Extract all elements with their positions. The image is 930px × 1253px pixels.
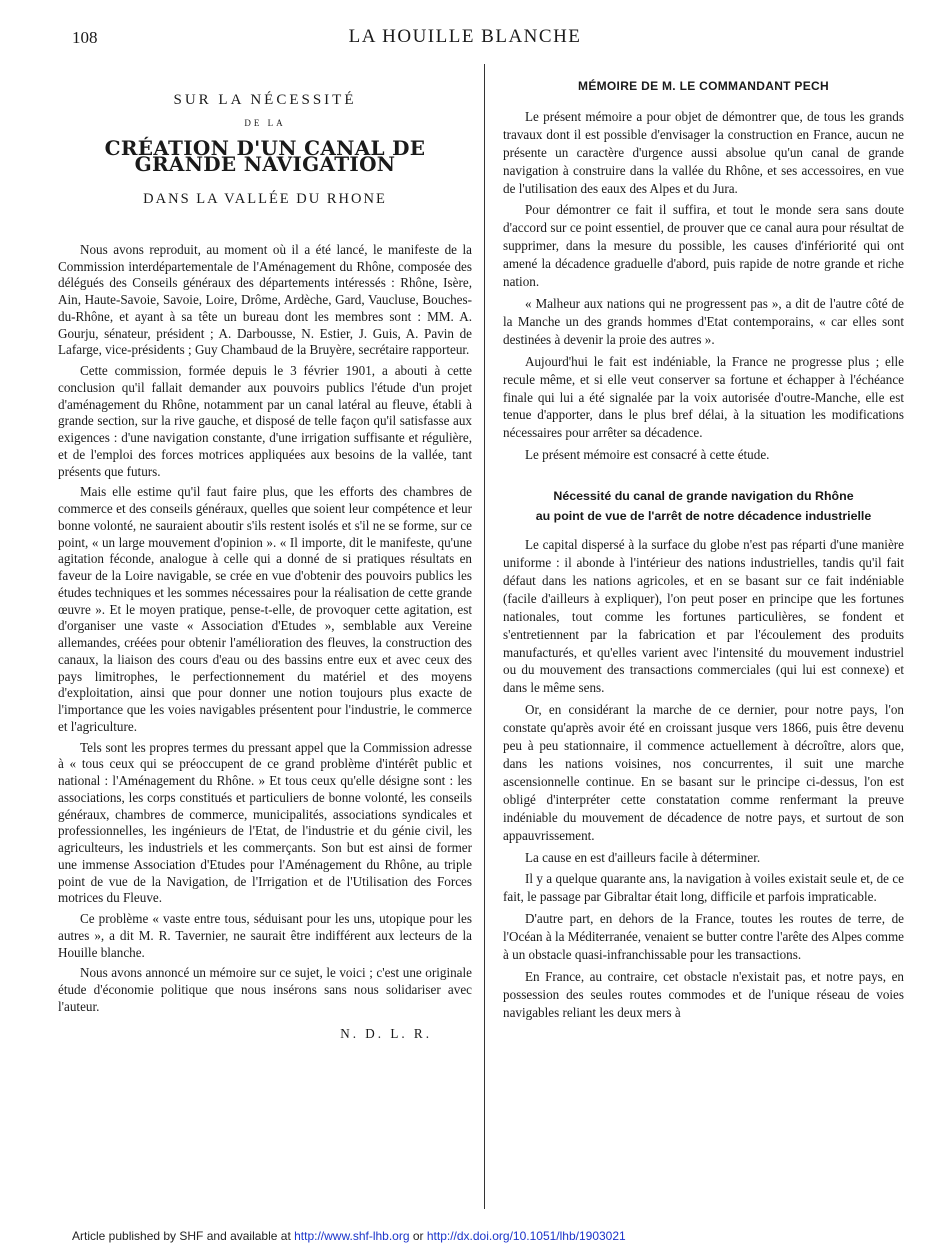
title-line-3: CRÉATION D'UN CANAL DE GRANDE NAVIGATION bbox=[104, 135, 426, 177]
title-line-2: DE LA bbox=[244, 117, 286, 128]
section-title-line-2: au point de vue de l'arrêt de notre décadence industrielle bbox=[535, 509, 872, 524]
editor-signature: N. D. L. R. bbox=[340, 1025, 432, 1041]
paragraph: En France, au contraire, cet obstacle n'existait pas, et notre pays, en possession des seules routes commodes et de l'unique réseau de voies navigables reliant les deux mers à bbox=[503, 968, 904, 1020]
paragraph: Tels sont les propres termes du pressant appel que la Commission adresse à « tous ceux qui se préoccupent de ce grand problème d'intérêt public et national : l'Aménagement du Rhône. » Et tous ceux qu'elle désigne sont : les associations, les corps constitués et particuliers de bonne volonté, les conseils généraux, chambres de commerce, municipalités, associations syndicales et professionnelles, les ingénieurs de l'Etat, de l'industrie et du génie civil, les agriculteurs, les industriels et les commerçants. Son but est ainsi de former une immense Association d'Etudes pour l'Aménagement du Rhône, au triple point de vue de la Navigation, de l'Irrigation et de l'Utilisation des Forces motrices du Fleuve. bbox=[58, 739, 472, 906]
paragraph: Pour démontrer ce fait il suffira, et tout le monde sera sans doute d'accord sur ce point essentiel, de prouver que ce canal aura pour résultat de supprimer, dans la mesure du possible, les causes d'infériorité qui ont amené la décadence graduelle d'abord, puis rapide de notre grande et riche nation. bbox=[503, 202, 904, 290]
paragraph: Le capital dispersé à la surface du globe n'est pas réparti d'une manière uniforme : il abonde à l'intérieur des nations industrielles, tandis qu'il fait défaut dans les nations agricoles, et en se basant sur ce fait indéniable (facile d'ailleurs à expliquer), l'on peut poser en principe que les fortunes nationales, tout comme les fortunes particulières, se fondent et s'entretiennent par la fabrication et par l'écoulement des produits manufacturés, et qu'elles varient avec l'intensité du mouvement industriel ou du mouvement des transactions commerciales (qui lui est connexe) et dans le même sens. bbox=[503, 537, 904, 696]
publication-footer bbox=[72, 1229, 626, 1243]
paragraph: Il y a quelque quarante ans, la navigation à voiles existait seule et, de ce fait, le passage par Gibraltar était long, difficile et parfois impraticable. bbox=[503, 871, 904, 905]
paragraph: « Malheur aux nations qui ne progressent pas », a dit de l'autre côté de la Manche un des grands hommes d'Etat contemporains, « car elles sont destinées à devenir la proie des autres ». bbox=[503, 295, 904, 347]
paragraph: Nous avons reproduit, au moment où il a été lancé, le manifeste de la Commission interdépartementale de l'Aménagement du Rhône, composée des délégués des Conseils généraux des départements intéressés : Rhône, Isère, Ain, Haute-Savoie, Savoie, Loire, Drôme, Ardèche, Gard, Vaucluse, Bouches-du-Rhône, et ayant à sa tête un bureau dont les membres sont : MM. A. Gourju, sénateur, président ; A. Darbousse, N. Estier, J. Guis, A. Pavin de Lafarge, vice-présidents ; Guy Chambaud de la Bruyère, secrétaire rapporteur. bbox=[58, 241, 472, 358]
section-title bbox=[503, 486, 904, 526]
doi-link[interactable]: http://dx.doi.org/10.1051/lhb/1903021 bbox=[426, 1229, 626, 1243]
memoire-title: MÉMOIRE DE M. LE COMMANDANT PECH bbox=[578, 79, 829, 93]
page-header bbox=[0, 26, 930, 48]
title-line-4: DANS LA VALLÉE DU RHONE bbox=[143, 191, 387, 207]
paragraph: Or, en considérant la marche de ce dernier, pour notre pays, l'on constate qu'après avoir été en croissant jusque vers 1866, puis être devenu peu à peu stationnaire, il commence actuellement à décroître, alors que, dans les nations voisines, nos concurrentes, il suit une marche ascensionnelle continue. En se basant sur le principe ci-dessus, l'on est obligé d'interpréter cette constatation comme renfermant la preuve indéniable du mouvement de décadence de notre pays, et surtout de son appauvrissement. bbox=[503, 702, 904, 843]
paragraph: Nous avons annoncé un mémoire sur ce sujet, le voici ; c'est une originale étude d'économie politique que nous insérons sans nous solidariser avec l'auteur. bbox=[58, 965, 472, 1014]
paragraph: Le présent mémoire est consacré à cette étude. bbox=[525, 447, 770, 463]
paragraph: Cette commission, formée depuis le 3 février 1901, a abouti à cette conclusion qu'il fallait demander aux pouvoirs publics l'étude d'un projet d'aménagement du Rhône, notamment par un canal latéral au fleuve, établi à grande section, sur la rive gauche, et disposé de telle façon qu'il satisfasse aux exigences : d'une navigation constante, d'une irrigation suffisante et régulière, et de l'emploi des forces motrices appliquées aux besoins de la vallée, tant présents que futurs. bbox=[58, 363, 472, 479]
page-number: 108 bbox=[72, 28, 98, 47]
paragraph: Mais elle estime qu'il faut faire plus, que les efforts des chambres de commerce et des conseils généraux, quelles que soient leur compétence et leur bonne volonté, ne sauraient aboutir s'ils restent isolés et s'il ne se forme, sur ce point, « un large mouvement d'opinion ». « Il importe, dit le manifeste, qu'une agitation féconde, analogue à celle qui a donné de si pratiques résultats en faveur de la Loire navigable, se crée en vue d'obtenir des pouvoirs publics les études techniques et les sommes nécessaires pour la réalisation de cette grande œuvre ». Et le moyen pratique, pense-t-elle, de provoquer cette agitation, est d'organiser une vaste « Association d'Etudes », semblable aux Vereine allemandes, créées pour obtenir l'amélioration des fleuves, la construction des canaux, la liaison des cours d'eau ou des bassins entre eux et avec ceux des pays limitrophes, le perfectionnement du matériel et des moyens d'exploitation, ainsi que pour donner une notion toujours plus exacte de l'importance que les voies navigables présentent pour l'industrie, le commerce et l'agriculture. bbox=[58, 484, 472, 734]
paragraph: La cause en est d'ailleurs facile à déterminer. bbox=[525, 849, 761, 865]
paragraph: Aujourd'hui le fait est indéniable, la France ne progresse plus ; elle recule même, et si elle veut conserver sa fortune et échapper à l'échéance finale qui lui a été signalée par la voix autorisée d'outre-Manche, elle est tenue d'apporter, dans le plus bref délai, à la situation les modifications nécessaires pour arrêter sa décadence. bbox=[503, 353, 904, 441]
section-title-line-1: Nécessité du canal de grande navigation du Rhône bbox=[553, 489, 854, 504]
footer-or: or bbox=[409, 1229, 427, 1243]
journal-title: LA HOUILLE BLANCHE bbox=[348, 26, 582, 47]
paragraph: D'autre part, en dehors de la France, toutes les routes de terre, de l'Océan à la Méditerranée, venaient se butter contre l'arête des Alpes comme à un obstacle quasi-infranchissable pour les transactions. bbox=[503, 911, 904, 963]
footer-prefix: Article published by SHF and available at bbox=[72, 1229, 295, 1243]
title-line-1: SUR LA NÉCESSITÉ bbox=[173, 92, 357, 108]
right-column bbox=[503, 78, 904, 1022]
article-title bbox=[58, 92, 472, 208]
paragraph: Ce problème « vaste entre tous, séduisant pour les uns, utopique pour les autres », a dit M. R. Tavernier, ne saurait être indifférent aux lecteurs de la Houille blanche. bbox=[58, 911, 472, 960]
shf-link[interactable]: http://www.shf-lhb.org bbox=[294, 1229, 410, 1243]
left-column bbox=[58, 92, 472, 1042]
paragraph: Le présent mémoire a pour objet de démontrer que, de tous les grands travaux dont il est possible d'envisager la construction en France, aucun ne présente un caractère d'urgence aussi absolue qu'un canal de grande navigation à construire dans la vallée du Rhône, et ses accessoires, en vue de l'utilisation des eaux des Alpes et du Jura. bbox=[503, 108, 904, 196]
column-divider bbox=[484, 64, 485, 1209]
